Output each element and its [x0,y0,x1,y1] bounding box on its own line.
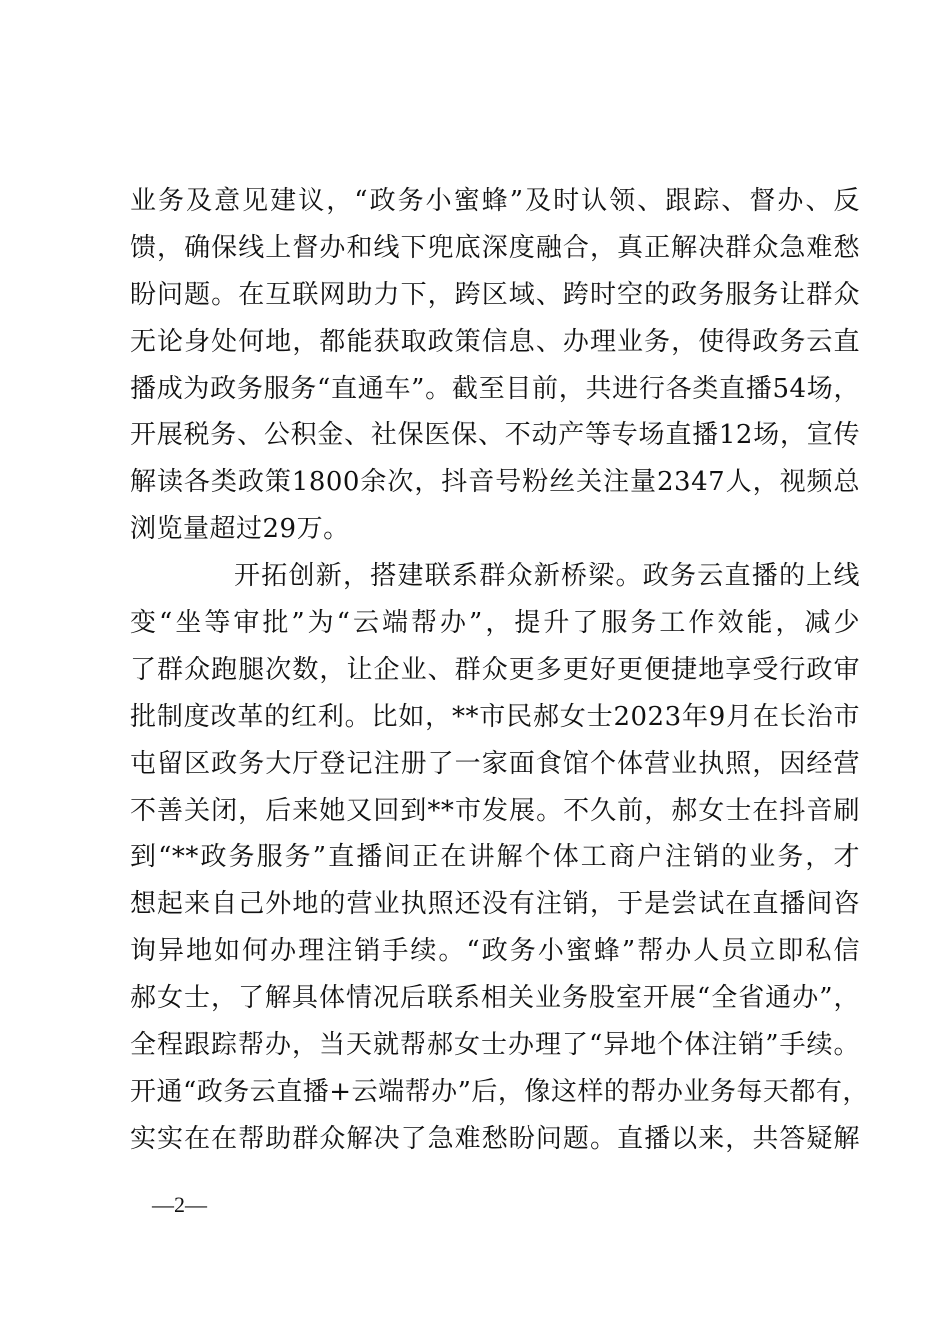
text-line-14: 不善关闭，后来她又回到**市发展。不久前，郝女士在抖音刷 [130,795,860,826]
text-line-5: 播成为政务服务“直通车”。截至目前，共进行各类直播54场， [130,373,860,404]
text-line-20: 开通“政务云直播+云端帮办”后，像这样的帮办业务每天都有， [130,1076,869,1107]
text-line-21: 实实在在帮助群众解决了急难愁盼问题。直播以来，共答疑解 [130,1123,860,1154]
text-line-18: 郝女士，了解具体情况后联系相关业务股室开展“全省通办”， [130,983,860,1014]
text-line-9-paragraph-start: 开拓创新，搭建联系群众新桥梁。政务云直播的上线 [234,561,860,592]
text-line-19: 全程跟踪帮办，当天就帮郝女士办理了“异地个体注销”手续。 [130,1030,860,1061]
text-line-16: 想起来自己外地的营业执照还没有注销，于是尝试在直播间咨 [130,889,860,920]
text-line-11: 了群众跑腿次数，让企业、群众更多更好更便捷地享受行政审 [130,654,860,685]
text-line-3: 盼问题。在互联网助力下，跨区域、跨时空的政务服务让群众 [130,279,860,310]
text-line-10: 变“坐等审批”为“云端帮办”，提升了服务工作效能，减少 [130,608,860,639]
body-text [130,178,869,1163]
text-line-7: 解读各类政策1800余次，抖音号粉丝关注量2347人，视频总 [130,467,860,498]
text-line-17: 询异地如何办理注销手续。“政务小蜜蜂”帮办人员立即私信 [130,936,860,967]
text-line-6: 开展税务、公积金、社保医保、不动产等专场直播12场，宣传 [130,420,860,451]
text-line-4: 无论身处何地，都能获取政策信息、办理业务，使得政务云直 [130,326,860,357]
text-line-15: 到“**政务服务”直播间正在讲解个体工商户注销的业务，才 [130,842,860,873]
text-line-1: 业务及意见建议，“政务小蜜蜂”及时认领、跟踪、督办、反 [130,186,860,216]
text-line-8: 浏览量超过29万。 [130,514,350,545]
text-line-2: 馈，确保线上督办和线下兜底深度融合，真正解决群众急难愁 [130,232,860,263]
text-line-13: 屯留区政务大厅登记注册了一家面食馆个体营业执照，因经营 [130,748,860,779]
text-line-12: 批制度改革的红利。比如，**市民郝女士2023年9月在长治市 [130,701,860,732]
page-number: —2— [152,1192,207,1217]
